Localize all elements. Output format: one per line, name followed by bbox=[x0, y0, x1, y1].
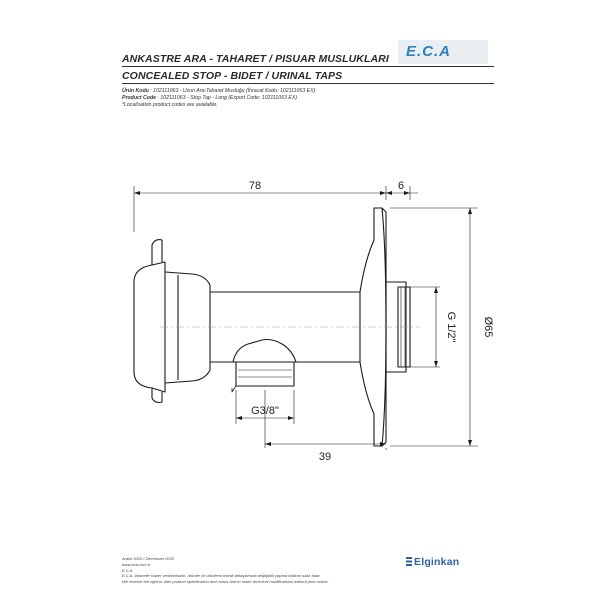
elginkan-logo bbox=[406, 556, 459, 568]
company-name: Elginkan bbox=[414, 556, 460, 568]
arrow-6-left bbox=[386, 191, 392, 195]
logo-text: E.C.A bbox=[406, 43, 452, 60]
arrow-6-right bbox=[404, 191, 410, 195]
footer-note-tr: E.C.A. ibraceler haber verilmeksizin, ürünler ve ürünlerin teknik detaylarında değişiklik yapma hakkını saklı tutar. bbox=[122, 573, 321, 579]
product-code-value: : 102111063 - Stop Tap - Long (Export Code: 102111063 EX) bbox=[157, 95, 298, 102]
footer-brand-line: E.C.A. bbox=[122, 567, 134, 573]
footer-date: Aralık 2020 / December 2020 bbox=[122, 556, 175, 561]
title-en: CONCEALED STOP - BIDET / URINAL TAPS bbox=[122, 70, 343, 82]
arrow-78-right bbox=[380, 191, 386, 195]
dim-diameter-label: Ø65 bbox=[482, 316, 494, 338]
outlet-fitting bbox=[236, 362, 294, 386]
elginkan-mark-icon bbox=[406, 557, 412, 566]
arrow-g38-left bbox=[236, 416, 242, 420]
arrow-78-left bbox=[134, 191, 140, 195]
outlet-thread bbox=[238, 370, 292, 377]
title-tr: ANKASTRE ARA - TAHARET / PISUAR MUSLUKLARI bbox=[122, 53, 389, 65]
dim-outlet-thread-label: G3/8" bbox=[251, 405, 279, 417]
arrow-g38-right bbox=[288, 416, 294, 420]
footer bbox=[122, 556, 422, 585]
outlet-thread-left bbox=[232, 386, 236, 392]
dim-thread-main-label: G 1/2" bbox=[445, 311, 457, 343]
localisation-note: *Localisation product codes are available. bbox=[122, 102, 218, 109]
footer-website: www.eca.com.tr bbox=[122, 561, 151, 567]
product-code-label: Product Code bbox=[122, 95, 157, 102]
urun-kodu-label: Ürün Kodu bbox=[122, 88, 149, 94]
arrow-dia-bottom bbox=[468, 440, 472, 446]
dim-outlet-offset-label: 39 bbox=[318, 451, 332, 463]
footer-note-en: We reserve the right to alter product specification and colors and to make technical modifications without prior notice. bbox=[122, 579, 329, 585]
handle-neck bbox=[165, 272, 210, 383]
dim-flange-label: 6 bbox=[397, 180, 405, 192]
urun-kodu-value: : 102111063 - Uzun Ara-Taharet Musluğu (İhracat Kodu: 102111063 EX) bbox=[150, 88, 316, 94]
arrow-g12-bottom bbox=[434, 361, 438, 367]
body-outlet-shoulder bbox=[233, 340, 296, 363]
arrow-g12-top bbox=[434, 287, 438, 293]
arrow-39-left bbox=[265, 442, 271, 446]
handle-knob bbox=[134, 240, 165, 392]
arrow-dia-top bbox=[468, 208, 472, 214]
dim-length-label: 78 bbox=[248, 180, 262, 192]
